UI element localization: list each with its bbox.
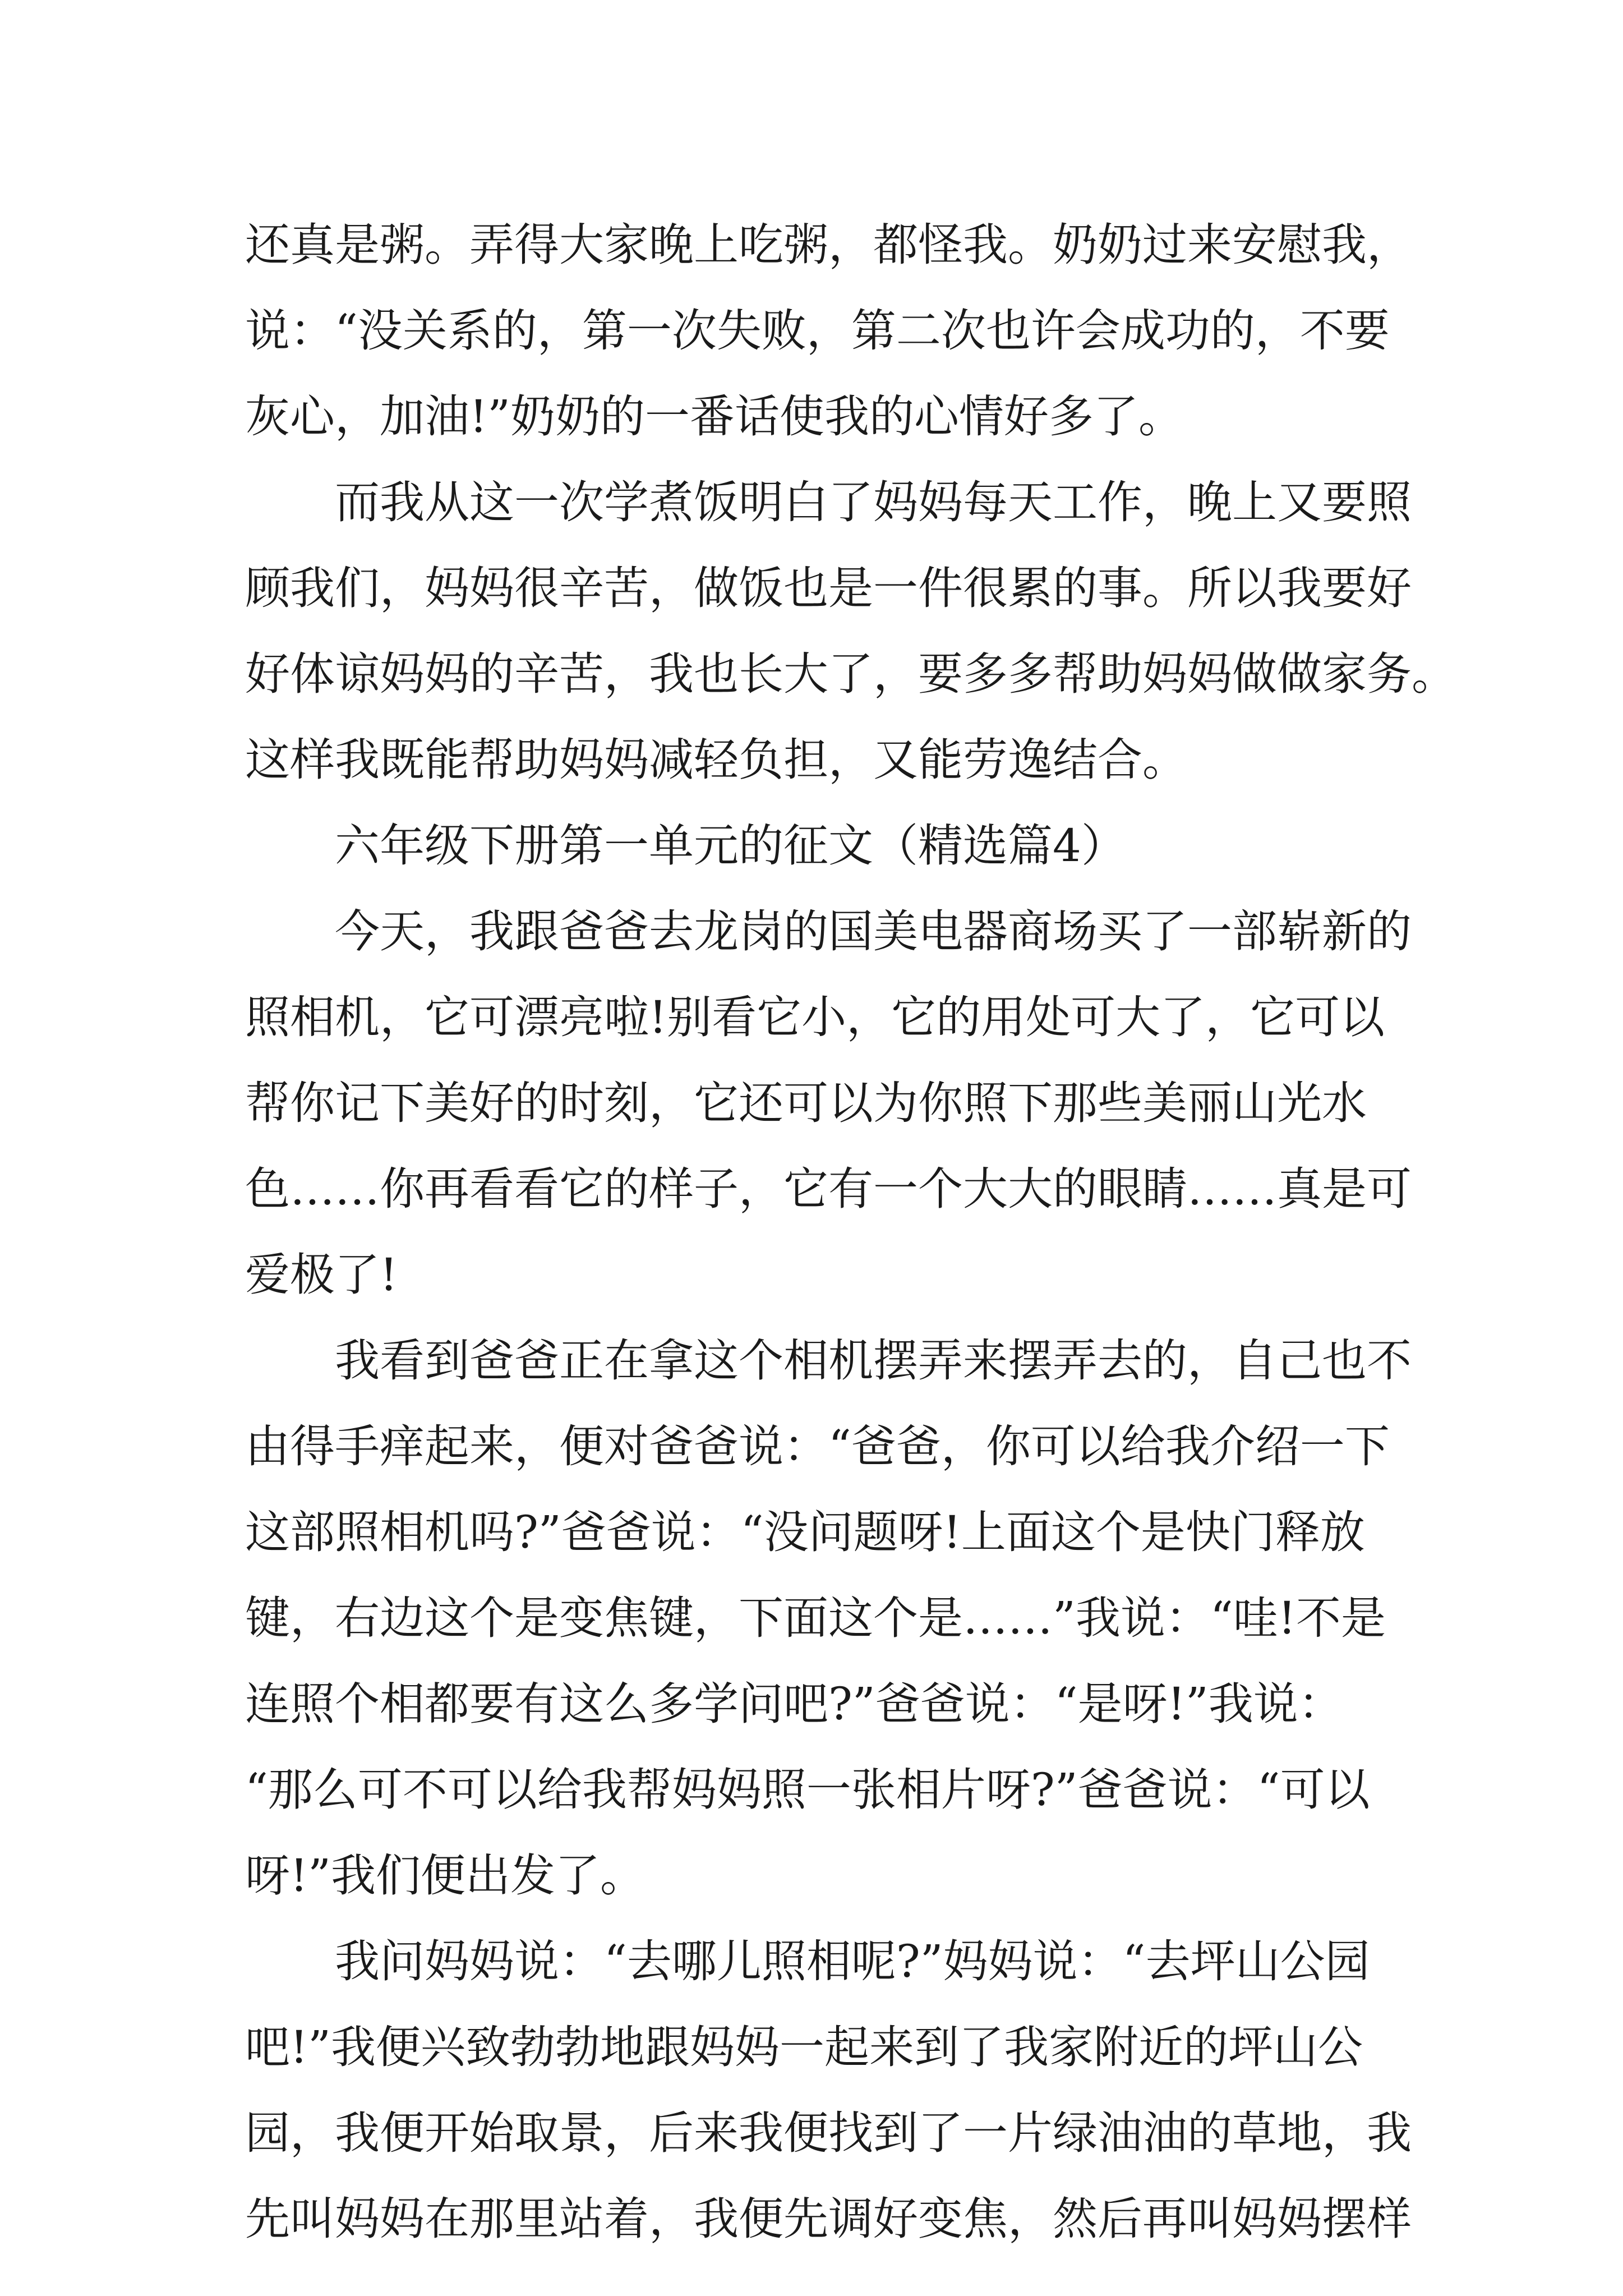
text-line: 色……你再看看它的样子，它有一个大大的眼睛……真是可 (245, 1163, 1412, 1215)
text-line: 灰心，加油!”奶奶的一番话使我的心情好多了。 (245, 390, 1184, 443)
text-line: 帮你记下美好的时刻，它还可以为你照下那些美丽山光水 (245, 1077, 1367, 1129)
paragraph-first-line: 而我从这一次学煮饭明白了妈妈每天工作，晚上又要照 (335, 476, 1412, 528)
text-line: 键，右边这个是变焦键，下面这个是……”我说：“哇!不是 (245, 1592, 1386, 1644)
text-line: “那么可不可以给我帮妈妈照一张相片呀?”爸爸说：“可以 (245, 1764, 1370, 1816)
paragraph-first-line: 今天，我跟爸爸去龙岗的国美电器商场买了一部崭新的 (335, 905, 1412, 958)
text-line: 照相机，它可漂亮啦!别看它小，它的用处可大了，它可以 (245, 991, 1385, 1043)
text-line: 先叫妈妈在那里站着，我便先调好变焦，然后再叫妈妈摆样 (245, 2193, 1412, 2245)
text-line: 这样我既能帮助妈妈减轻负担，又能劳逸结合。 (245, 734, 1187, 786)
text-line: 顾我们，妈妈很辛苦，做饭也是一件很累的事。所以我要好 (245, 562, 1412, 614)
text-line: 吧!”我便兴致勃勃地跟妈妈一起来到了我家附近的坪山公 (245, 2021, 1363, 2073)
text-line: 爱极了! (245, 1249, 398, 1301)
paragraph-first-line: 我问妈妈说：“去哪儿照相呢?”妈妈说：“去坪山公园 (335, 1935, 1370, 1987)
document-body (245, 202, 1456, 2262)
text-line: 呀!”我们便出发了。 (245, 1849, 645, 1902)
text-line: 由得手痒起来，便对爸爸说：“爸爸，你可以给我介绍一下 (245, 1420, 1390, 1473)
text-line: 园，我便开始取景，后来我便找到了一片绿油油的草地，我 (245, 2107, 1412, 2159)
section-heading: 六年级下册第一单元的征文（精选篇4） (335, 820, 1126, 872)
text-line: 连照个相都要有这么多学问吧?”爸爸说：“是呀!”我说： (245, 1678, 1343, 1730)
text-line: 好体谅妈妈的辛苦，我也长大了，要多多帮助妈妈做做家务。 (245, 648, 1456, 700)
paragraph-first-line: 我看到爸爸正在拿这个相机摆弄来摆弄去的，自己也不 (335, 1335, 1412, 1387)
text-line: 这部照相机吗?”爸爸说：“没问题呀!上面这个是快门释放 (245, 1506, 1365, 1558)
text-line: 说：“没关系的，第一次失败，第二次也许会成功的，不要 (245, 305, 1390, 357)
text-line: 还真是粥。弄得大家晚上吃粥，都怪我。奶奶过来安慰我， (245, 219, 1412, 271)
